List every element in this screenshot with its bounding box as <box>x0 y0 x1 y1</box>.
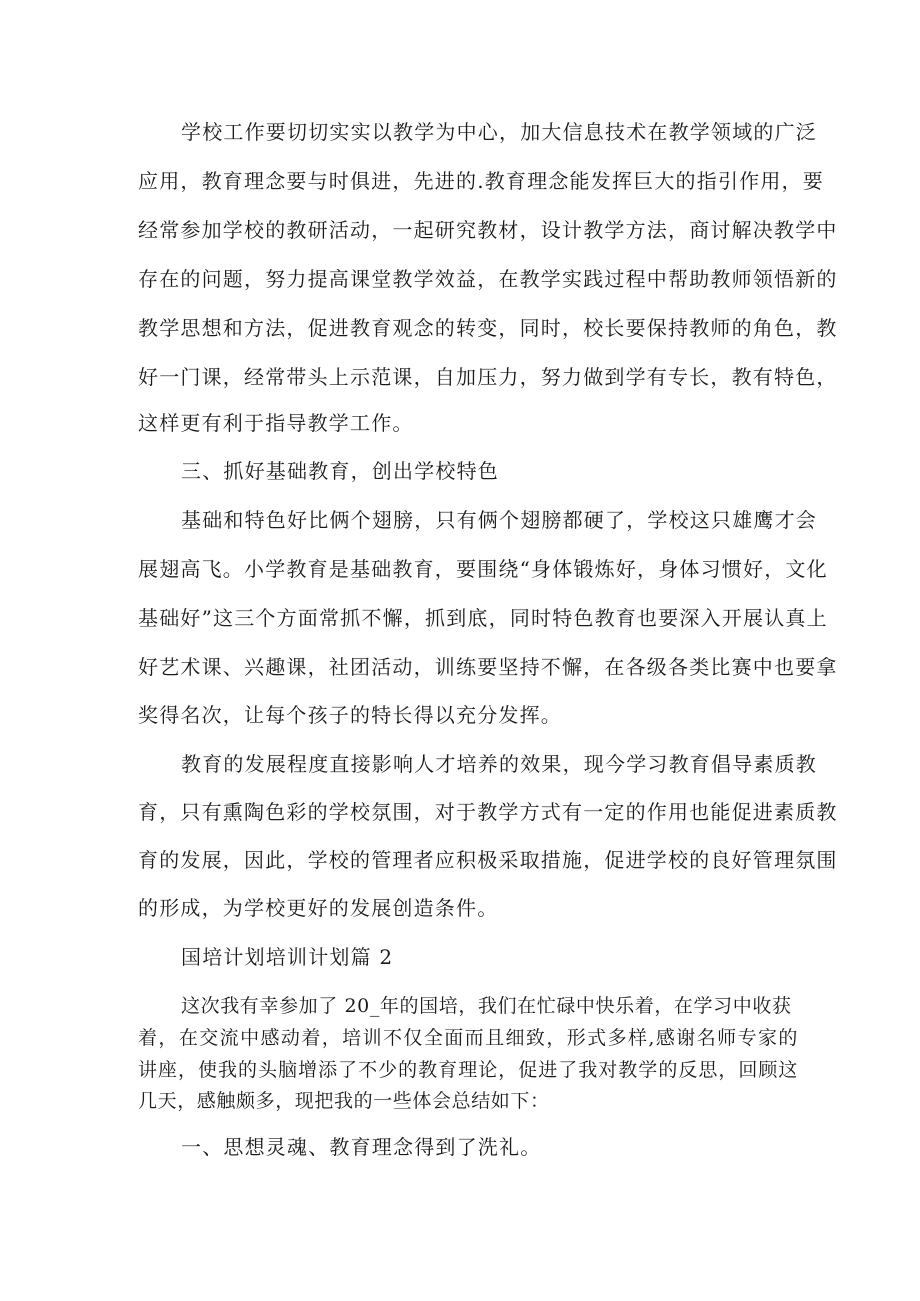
paragraph-line: 育的发展，因此，学校的管理者应积极采取措施，促进学校的良好管理氛围 <box>138 848 838 872</box>
paragraph-line: 讲座，使我的头脑增添了不少的教育理论，促进了我对教学的反思，回顾这 <box>138 1059 798 1081</box>
paragraph-line: 育，只有熏陶色彩的学校氛围，对于教学方式有一定的作用也能促进素质教 <box>138 800 838 824</box>
paragraph-line: 好艺术课、兴趣课，社团活动，训练要坚持不懈，在各级各类比赛中也要拿 <box>138 655 838 679</box>
section-heading: 三、抓好基础教育，创出学校特色 <box>181 459 499 483</box>
paragraph-line: 学校工作要切切实实以教学为中心，加大信息技术在教学领域的广泛 <box>181 120 817 144</box>
paragraph-line: 基础好”这三个方面常抓不懈，抓到底，同时特色教育也要深入开展认真上 <box>138 606 828 630</box>
paragraph-line: 经常参加学校的教研活动，一起研究教材，设计教学方法，商讨解决教学中 <box>138 218 838 242</box>
paragraph-line: 着，在交流中感动着，培训不仅全面而且细致，形式多样,感谢名师专家的 <box>138 1027 798 1049</box>
paragraph-line: 应用，教育理念要与时俱进，先进的.教育理念能发挥巨大的指引作用，要 <box>138 169 824 193</box>
paragraph-line: 好一门课，经常带头上示范课，自加压力，努力做到学有专长，教有特色， <box>138 365 838 389</box>
paragraph-line: 存在的问题，努力提高课堂教学效益，在教学实践过程中帮助教师领悟新的 <box>138 267 838 291</box>
paragraph-line: 教学思想和方法，促进教育观念的转变，同时，校长要保持教师的角色，教 <box>138 316 838 340</box>
article-title: 国培计划培训计划篇 2 <box>181 945 394 969</box>
paragraph-line: 这样更有利于指导教学工作。 <box>138 411 414 435</box>
paragraph-line: 的形成，为学校更好的发展创造条件。 <box>138 896 499 920</box>
paragraph-line: 奖得名次，让每个孩子的特长得以充分发挥。 <box>138 703 562 727</box>
paragraph-line: 这次我有幸参加了 20_年的国培，我们在忙碌中快乐着，在学习中收获 <box>181 995 792 1017</box>
paragraph-line: 几天，感触颇多，现把我的一些体会总结如下： <box>138 1090 550 1112</box>
paragraph-line: 展翅高飞。小学教育是基础教育，要围绕“身体锻炼好，身体习惯好，文化 <box>138 557 828 581</box>
paragraph-line: 教育的发展程度直接影响人才培养的效果，现今学习教育倡导素质教 <box>181 752 817 776</box>
paragraph-line: 基础和特色好比俩个翅膀，只有俩个翅膀都硬了，学校这只雄鹰才会 <box>181 508 817 532</box>
section-heading: 一、思想灵魂、教育理念得到了洗礼。 <box>181 1135 542 1159</box>
